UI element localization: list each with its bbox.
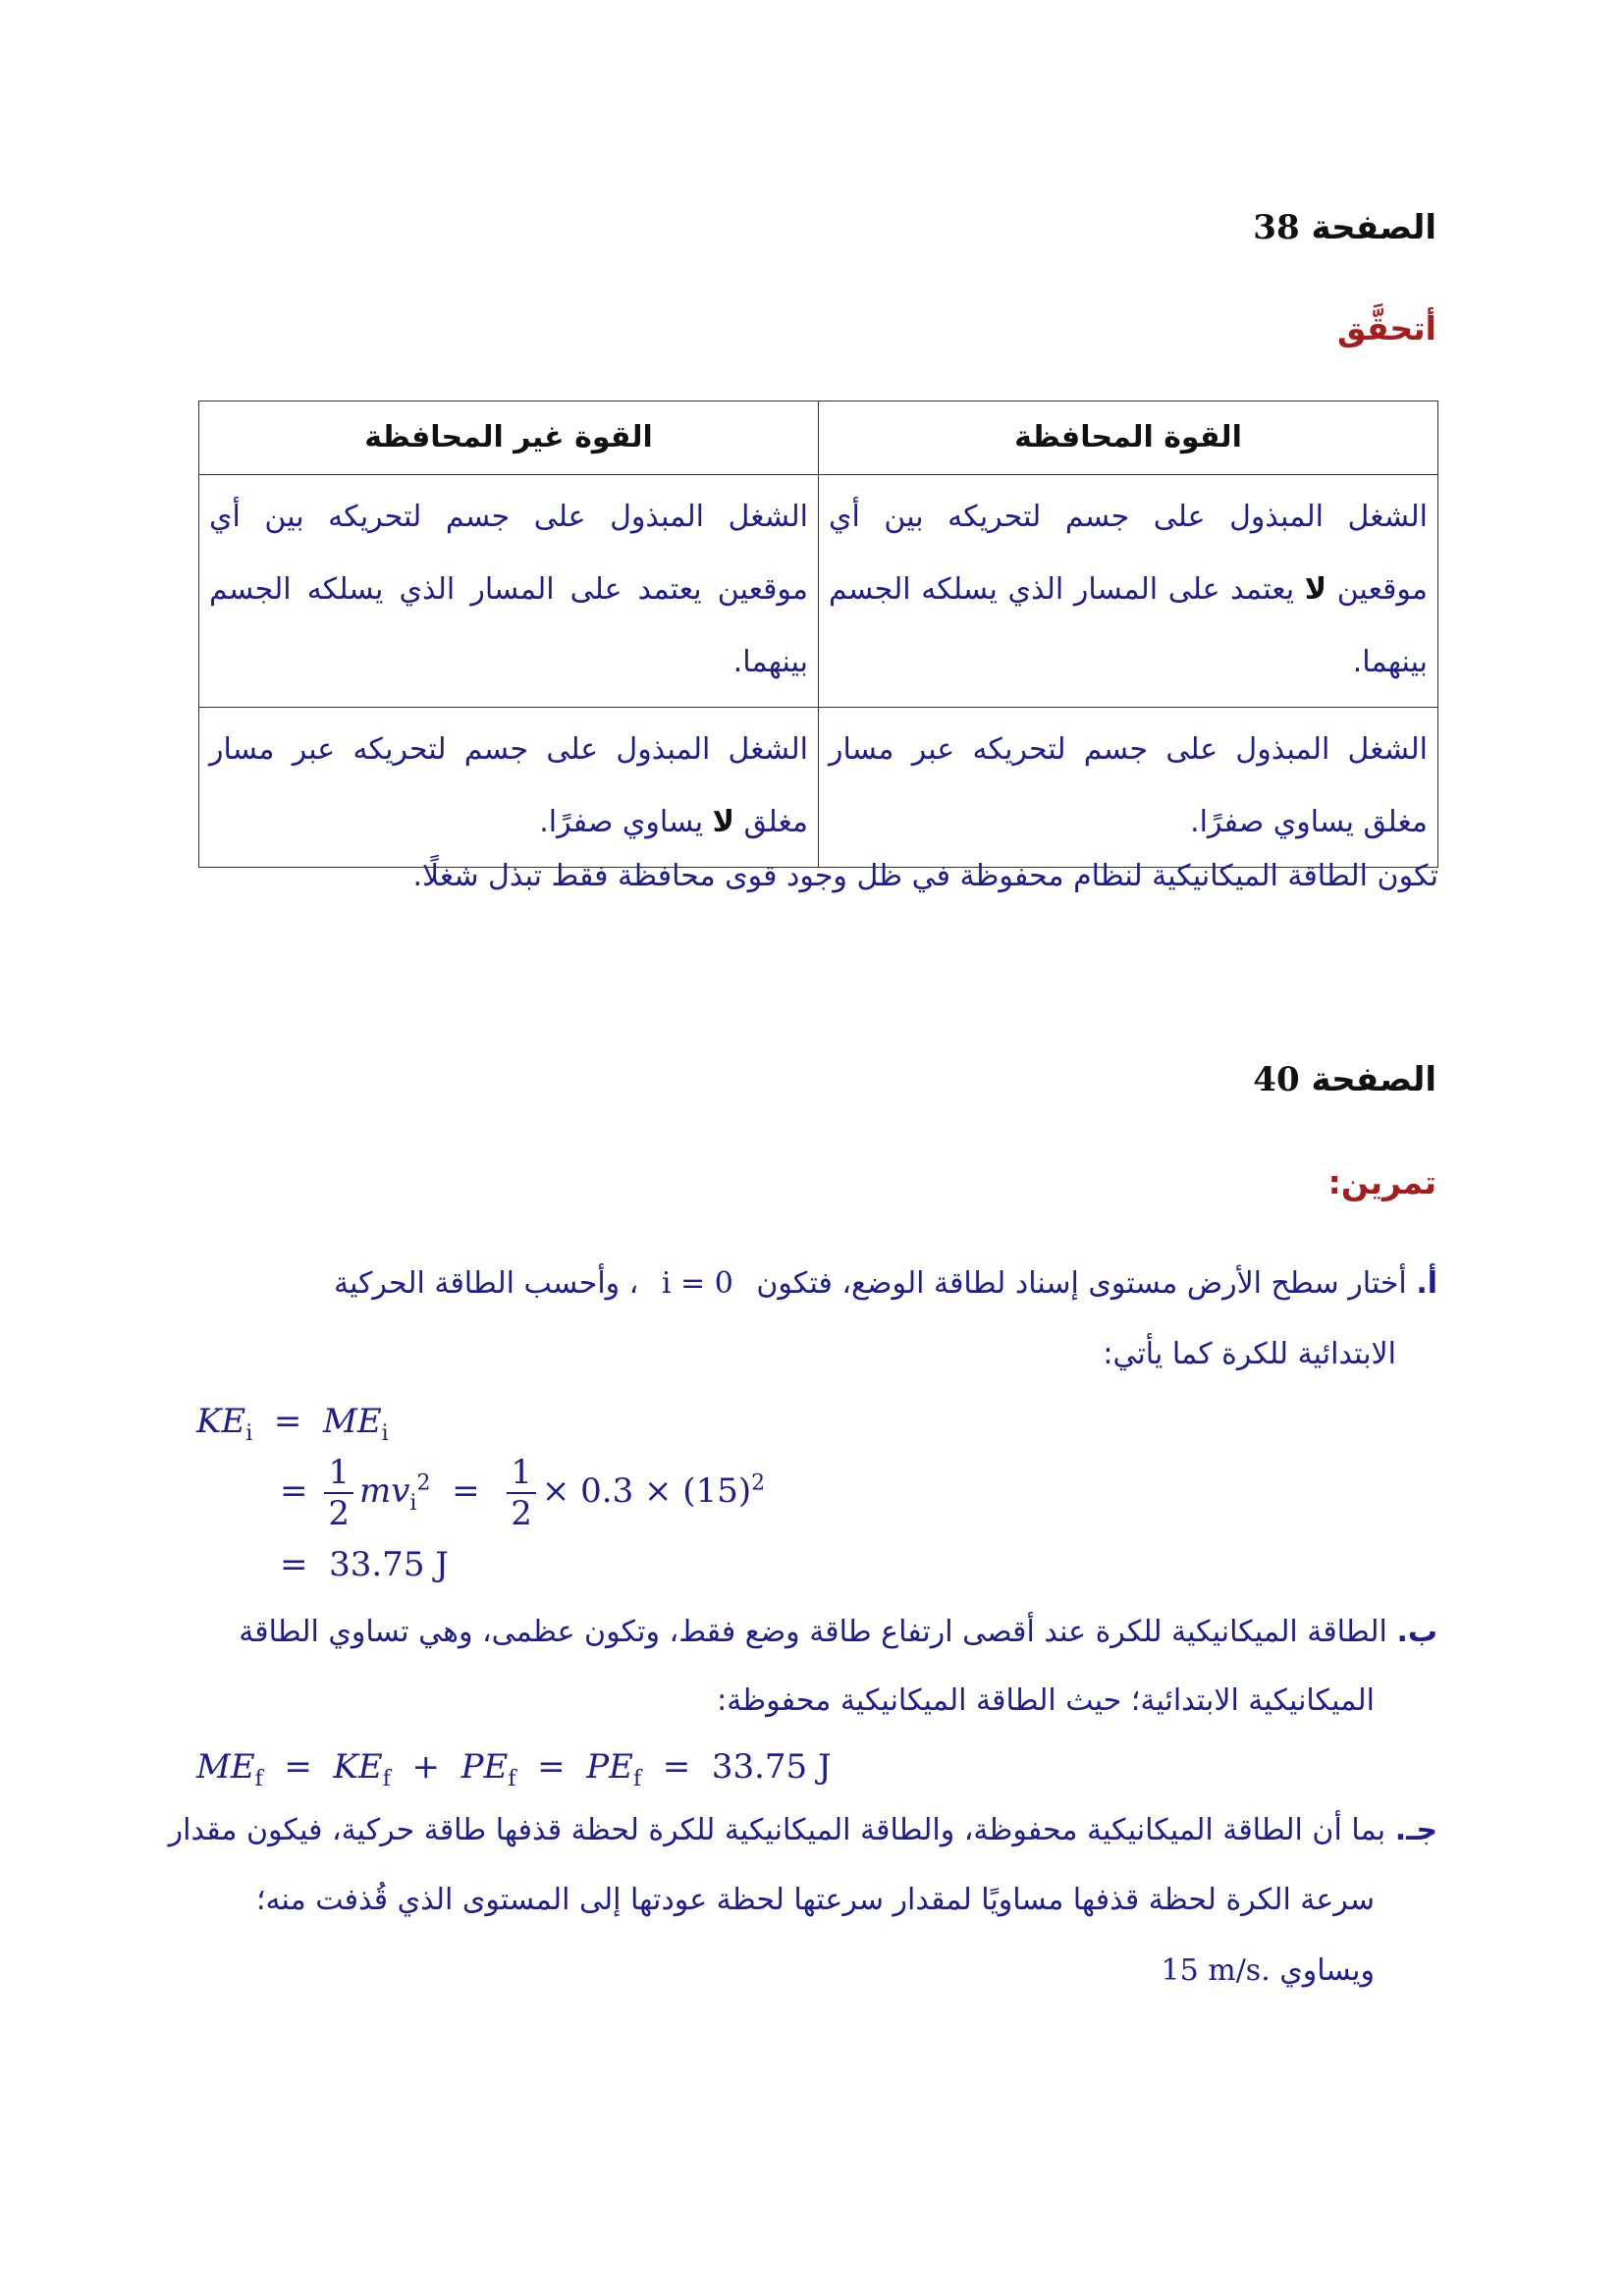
page-label-text: الصفحة (1311, 1060, 1436, 1099)
part-b-line-1: ب. الطاقة الميكانيكية للكرة عند أقصى ارتفاع طاقة وضع فقط، وتكون عظمى، وهي تساوي الطاقة (239, 1615, 1437, 1649)
conservation-note: تكون الطاقة الميكانيكية لنظام محفوظة في ظل وجود قوى محافظة فقط تبذل شغلًا. (412, 859, 1438, 893)
page-number: 38 (1253, 208, 1300, 247)
page-38-label (1253, 208, 1436, 247)
verify-heading: أتحقَّق (1337, 309, 1436, 347)
table-row (199, 708, 1438, 868)
table-header-row (199, 401, 1438, 475)
page-label-text: الصفحة (1311, 208, 1436, 247)
cell-nonconservative-path: الشغل المبذول على جسم لتحريكه بين أي موقعين يعتمد على المسار الذي يسلكه الجسم بينهما. (199, 475, 819, 708)
cell-conservative-path: الشغل المبذول على جسم لتحريكه بين أي موقعين لا يعتمد على المسار الذي يسلكه الجسم بينهما. (819, 475, 1438, 708)
part-b-line-2: الميكانيكية الابتدائية؛ حيث الطاقة الميكانيكية محفوظة: (717, 1683, 1375, 1718)
eq1-line-3: = 33.75 J (280, 1545, 449, 1584)
part-c-line-3: ويساوي 15 m/s. (1161, 1953, 1375, 1988)
eq1-line-2: = $\frac{1}{2}$ $mv_i^2$ = $\frac{1}{2}$ × $0.3 \times (15)^2$ (280, 1453, 766, 1533)
part-a-inline-math: i = 0 (661, 1266, 733, 1301)
part-c-line-1: جـ. بما أن الطاقة الميكانيكية محفوظة، والطاقة الميكانيكية للكرة لحظة قذفها طاقة حركية، فيكون مقدار (168, 1813, 1437, 1847)
fraction: $\frac{1}{2}$ (324, 1453, 353, 1533)
fraction: $\frac{1}{2}$ (507, 1453, 536, 1533)
exercise-heading: تمرين: (1327, 1163, 1436, 1201)
cell-conservative-closed: الشغل المبذول على جسم لتحريكه عبر مسار مغلق يساوي صفرًا. (819, 708, 1438, 868)
cell-nonconservative-closed: الشغل المبذول على جسم لتحريكه عبر مسار مغلق لا يساوي صفرًا. (199, 708, 819, 868)
page-40-label (1253, 1060, 1436, 1099)
eq2: $ME_f = KE_f + PE_f = PE_f = 33.75$ J (196, 1747, 832, 1791)
page-number: 40 (1253, 1060, 1300, 1099)
part-a-line-2: الابتدائية للكرة كما يأتي: (1103, 1337, 1396, 1371)
forces-comparison-table (198, 400, 1438, 868)
part-a-line-1: أ. أختار سطح الأرض مستوى إسناد لطاقة الوضع، فتكون i = 0 ، وأحسب الطاقة الحركية (334, 1266, 1437, 1301)
eq1-line-1: $KE_i = ME_i$ (196, 1402, 389, 1446)
header-nonconservative: القوة غير المحافظة (199, 401, 819, 475)
table-row (199, 475, 1438, 708)
part-c-line-2: سرعة الكرة لحظة قذفها مساويًا لمقدار سرعتها لحظة عودتها إلى المستوى الذي قُذفت منه؛ (255, 1883, 1375, 1917)
header-conservative: القوة المحافظة (819, 401, 1438, 475)
